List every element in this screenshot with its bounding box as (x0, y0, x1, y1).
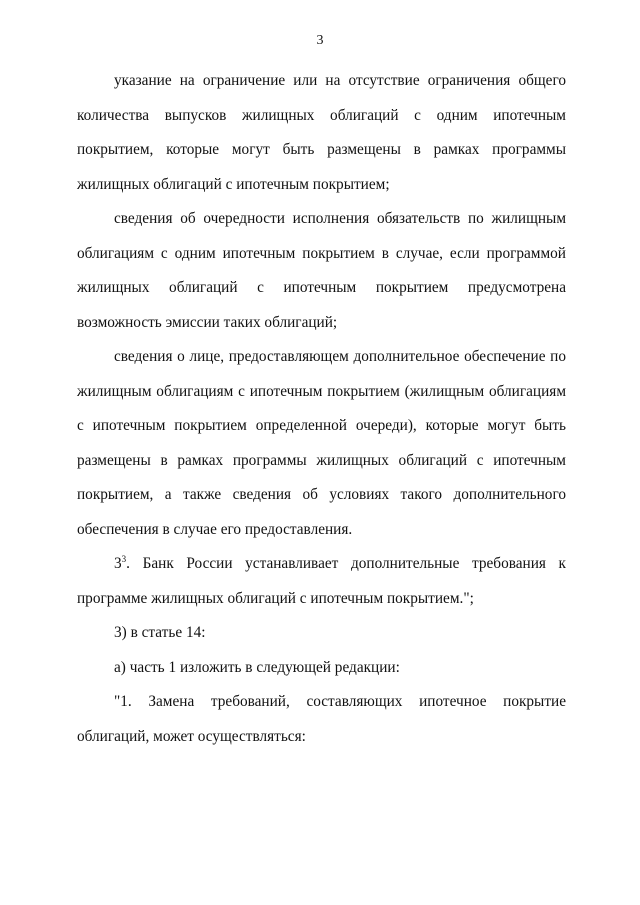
paragraph-limitation: указание на ограничение или на отсутствие ограничения общего количества выпусков жилищных облигаций с одним ипотечным покрытием, которые могут быть размещены в рамках программы жилищных облигаций с ипотечным покрытием; (77, 72, 566, 193)
item-part-1: а) часть 1 изложить в следующей редакции: (114, 658, 400, 676)
article-text: . Банк России устанавливает дополнительные требования к программе жилищных облигаций с ипотечным покрытием."; (77, 555, 566, 607)
article-3-3-paragraph (77, 547, 566, 616)
paragraph-guarantor: сведения о лице, предоставляющем дополнительное обеспечение по жилищным облигациям с ипотечным покрытием (жилищным облигациям с ипотечным покрытием определенной очереди), которые могут быть размещены в рамках программы жилищных облигаций с ипотечным покрытием, а также сведения об условиях такого дополнительного обеспечения в случае его предоставления. (77, 348, 566, 538)
document-body (77, 64, 566, 754)
article-number: 3 (114, 555, 122, 572)
article-superscript: 3 (121, 553, 127, 564)
page-number: 3 (316, 33, 324, 48)
item-replacement: "1. Замена требований, составляющих ипотечное покрытие облигаций, может осуществляться: (77, 693, 566, 745)
paragraph-order: сведения об очередности исполнения обязательств по жилищным облигациям с одним ипотечным покрытием в случае, если программой жилищных облигаций с ипотечным покрытием предусмотрена возможность эмиссии таких облигаций; (77, 210, 566, 331)
item-article-14: 3) в статье 14: (114, 624, 206, 641)
